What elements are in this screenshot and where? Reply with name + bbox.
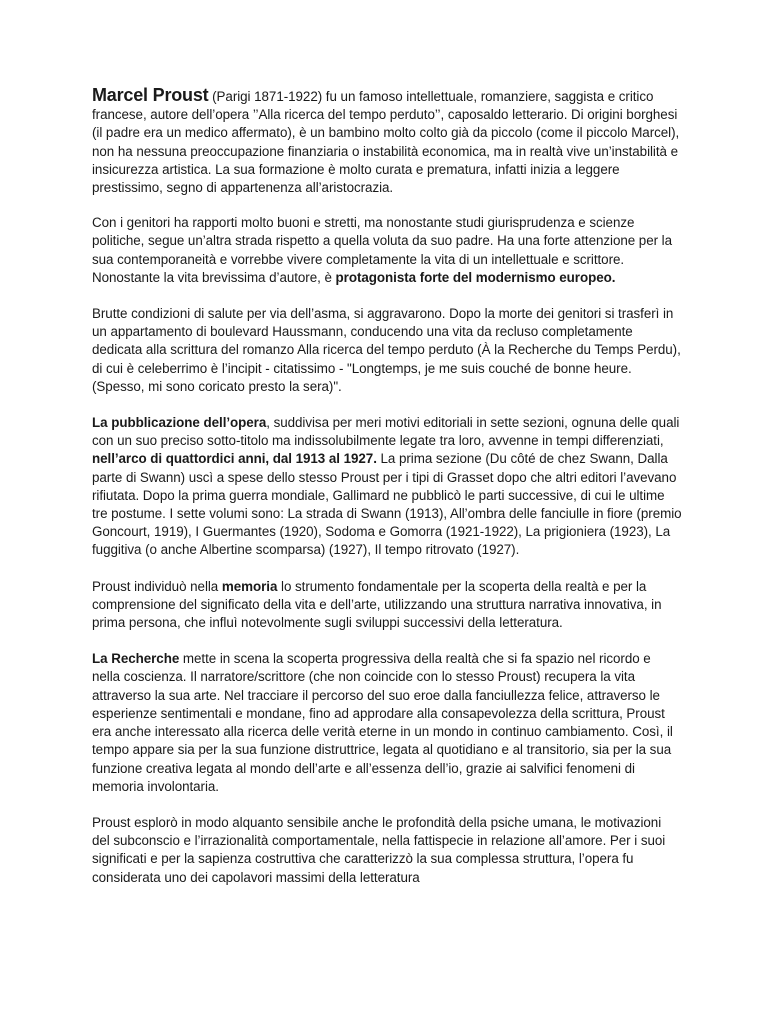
paragraph-publication (92, 414, 682, 560)
paragraph-publication-bold-2: nell’arco di quattordici anni, dal 1913 al 1927. (92, 451, 377, 467)
paragraph-memory-bold: memoria (221, 578, 278, 594)
paragraph-family-bold: protagonista forte del modernismo europeo. (335, 269, 616, 285)
paragraph-memory-text-1: Proust individuò nella (92, 578, 222, 594)
paragraph-memory-text-2: lo strumento fondamentale per la scoperta della realtà e per la comprensione del significato della vita e dell’arte, utilizzando una struttura narrativa innovativa, in prima persona, che influì notevolmente sugli sviluppi successivi della letteratura. (92, 578, 662, 631)
paragraph-recherche (92, 650, 682, 796)
paragraph-psyche-text: Proust esplorò in modo alquanto sensibile anche le profondità della psiche umana, le motivazioni del subconscio e l’irrazionalità comportamentale, nella fattispecie in relazione all’amore. Per i suoi significati e per la sapienza costruttiva che caratterizzò la sua complessa struttura, l’opera fu considerata uno dei capolavori massimi della letteratura (92, 814, 666, 885)
paragraph-family-text: Con i genitori ha rapporti molto buoni e stretti, ma nonostante studi giurisprudenza e scienze politiche, segue un’altra strada rispetto a quella voluta da suo padre. Ha una forte attenzione per la sua contemporaneità e vorrebbe vivere completamente la vita di un intellettuale e scrittore. Nonostante la vita brevissima d’autore, è (92, 215, 673, 285)
author-dates: (Parigi 1871-1922) (212, 89, 323, 104)
paragraph-health (92, 305, 682, 396)
document-page (92, 86, 682, 905)
paragraph-publication-text-1: , suddivisa per meri motivi editoriali in sette sezioni, ognuna delle quali con un suo preciso sotto-titolo ma indissolubilmente legate tra loro, avvenne in tempi differenziati, (92, 415, 680, 449)
paragraph-recherche-bold: La Recherche (92, 651, 180, 667)
paragraph-intro (92, 86, 682, 197)
paragraph-health-text: Brutte condizioni di salute per via dell’asma, si aggravarono. Dopo la morte dei genitori si trasferì in un appartamento di boulevard Haussmann, conducendo una vita da recluso completamente dedicata alla scrittura del romanzo Alla ricerca del tempo perduto (À la Recherche du Temps Perdu), di cui è celeberrimo è l’incipit - citatissimo - "Longtemps, je me suis couché de bonne heure. (Spesso, mi sono coricato presto la sera)". (92, 306, 681, 394)
paragraph-publication-bold-1: La pubblicazione dell’opera (92, 415, 267, 431)
paragraph-publication-text-2: La prima sezione (Du côté de chez Swann, Dalla parte di Swann) uscì a spese dello stesso Proust per i tipi di Grasset dopo che altri editori l’avevano rifiutata. Dopo la prima guerra mondiale, Gallimard ne pubblicò le parti successive, di cui le ultime tre postume. I sette volumi sono: La strada di Swann (1913), All’ombra delle fanciulle in fiore (premio Goncourt, 1919), I Guermantes (1920), Sodoma e Gomorra (1921-1922), La prigioniera (1923), La fuggitiva (o anche Albertine scomparsa) (1927), Il tempo ritrovato (1927). (92, 451, 682, 558)
paragraph-recherche-text: mette in scena la scoperta progressiva della realtà che si fa spazio nel ricordo e nella coscienza. Il narratore/scrittore (che non coincide con lo stesso Proust) recupera la vita attraverso la sua arte. Nel tracciare il percorso del suo eroe dalla fanciullezza felice, attraverso le esperienze sentimentali e mondane, fino ad approdare alla consapevolezza della scrittura, Proust era anche interessato alla ricerca delle verità eterne in un mondo in continuo cambiamento. Così, il tempo appare sia per la sua funzione distruttrice, legata al quotidiano e al transitorio, sia per la sua funzione creativa legata al mondo dell’arte e all’essenza dell’io, grazie ai salvifici fenomeni di memoria involontaria. (92, 651, 673, 794)
paragraph-intro-text: fu un famoso intellettuale, romanziere, saggista e critico francese, autore dell’opera ’’Alla ricerca del tempo perduto’’, caposaldo letterario. Di origini borghesi (il padre era un medico affermato), è un bambino molto colto già da piccolo (come il piccolo Marcel), non ha nessuna preoccupazione finanziaria o instabilità economica, ma in realtà vive un’instabilità e insicurezza artistica. La sua formazione è molto curata e prematura, infatti inizia a leggere prestissimo, segno di appartenenza all’aristocrazia. (92, 89, 680, 196)
paragraph-memory (92, 578, 682, 633)
paragraph-psyche (92, 814, 682, 887)
author-name: Marcel Proust (92, 85, 209, 105)
paragraph-family (92, 214, 682, 287)
